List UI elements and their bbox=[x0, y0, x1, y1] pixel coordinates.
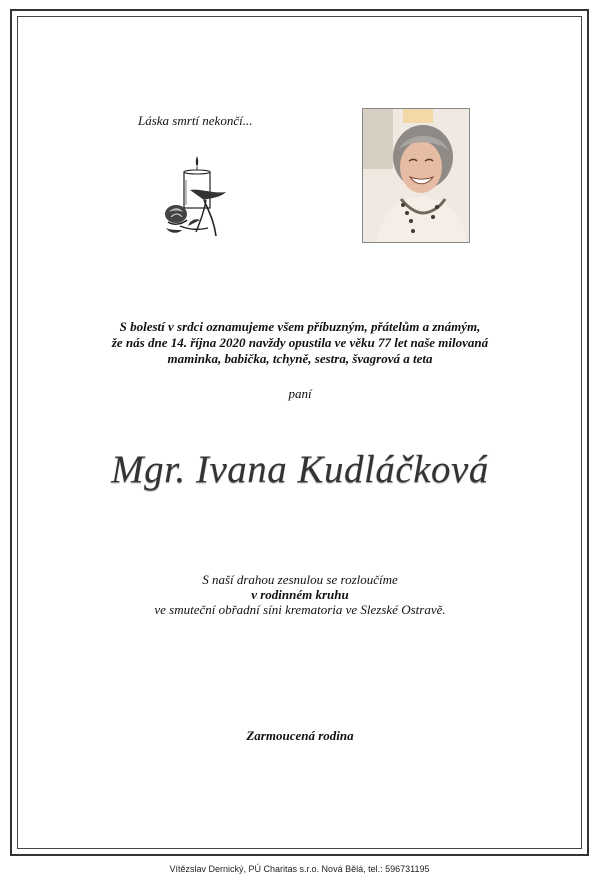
announcement-line-2: že nás dne 14. října 2020 navždy opustila ve věku 77 let naše milovaná bbox=[111, 335, 489, 350]
honorific: paní bbox=[288, 386, 312, 401]
announcement-line-1: S bolestí v srdci oznamujeme všem příbuzným, přátelům a známým, bbox=[119, 319, 481, 334]
announcement-text bbox=[60, 319, 540, 367]
portrait-photo bbox=[362, 108, 470, 243]
farewell-line-3: ve smuteční obřadní síni krematoria ve Slezské Ostravě. bbox=[154, 602, 446, 617]
inner-border bbox=[17, 16, 582, 849]
farewell-line-1: S naší drahou zesnulou se rozloučíme bbox=[202, 572, 398, 587]
candle-with-rose-icon bbox=[160, 150, 240, 242]
farewell-text bbox=[80, 572, 520, 617]
announcement-line-3: maminka, babička, tchyně, sestra, švagrová a teta bbox=[167, 351, 433, 366]
deceased-name: Mgr. Ivana Kudláčková bbox=[111, 448, 489, 491]
farewell-line-2: v rodinném kruhu bbox=[251, 587, 349, 602]
footer-credit: Vítězslav Dernický, PÚ Charitas s.r.o. Nová Bělá, tel.: 596731195 bbox=[169, 864, 430, 874]
motto: Láska smrtí nekončí... bbox=[138, 113, 253, 128]
signature: Zarmoucená rodina bbox=[246, 728, 354, 743]
